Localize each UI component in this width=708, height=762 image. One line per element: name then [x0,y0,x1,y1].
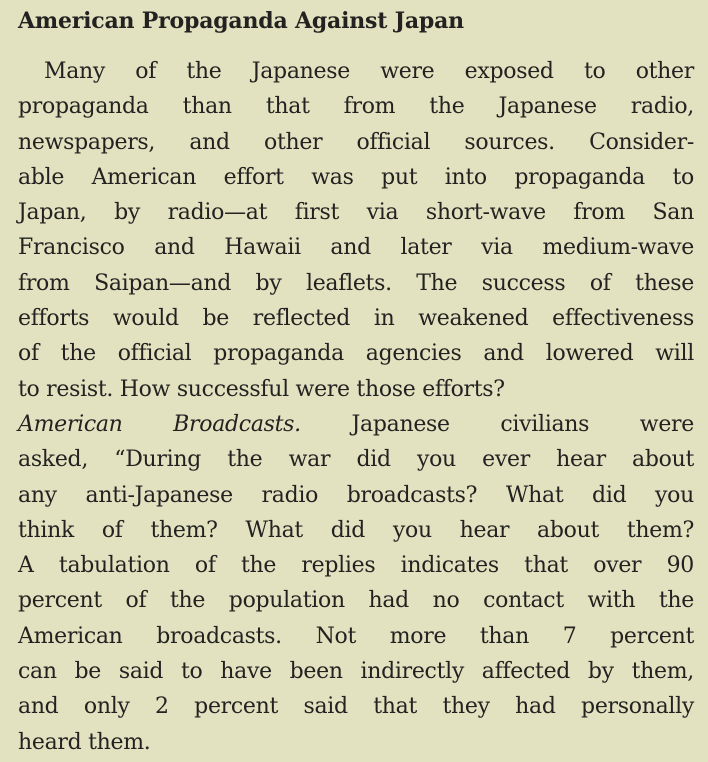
paragraph-2-line-7: American broadcasts. Not more than 7 percent [18,623,694,649]
paragraph-2-line-2: asked, “During the war did you ever hear about [18,447,694,473]
paragraph-2-line-6: percent of the population had no contact with the [18,588,694,614]
paragraph-1-line-2: propaganda than that from the Japanese radio, [18,94,694,120]
paragraph-2-line-1-text: Japanese civilians were [351,411,694,437]
paragraph-2-line-10: heard them. [18,729,151,755]
paragraph-2-line-3: any anti-Japanese radio broadcasts? What did you [18,482,694,508]
paragraph-1-line-4: able American effort was put into propaganda to [18,164,694,190]
paragraph-1-line-9: of the official propaganda agencies and lowered will [18,341,694,367]
paragraph-1-line-5: Japan, by radio—at first via short-wave from San [18,200,694,226]
paragraph-2-line-4: think of them? What did you hear about them? [18,517,694,543]
paragraph-1-line-7: from Saipan—and by leaflets. The success of these [18,270,694,296]
paragraph-2-line-1 [18,407,694,442]
paragraph-1-line-3: newspapers, and other official sources. Consider- [18,129,694,155]
paragraph-2-line-5: A tabulation of the replies indicates that over 90 [18,553,694,579]
paragraph-1-line-6: Francisco and Hawaii and later via medium-wave [18,235,694,261]
paragraph-1-line-1: Many of the Japanese were exposed to other [44,59,694,84]
run-in-heading: American Broadcasts. [18,411,301,437]
paragraph-1-line-8: efforts would be reflected in weakened effectiveness [18,306,694,332]
paragraph-2-line-9: and only 2 percent said that they had personally [18,694,694,720]
section-heading: American Propaganda Against Japan [18,8,464,34]
paragraph-1-line-10: to resist. How successful were those efforts? [18,376,505,402]
body-text [18,54,694,760]
paragraph-2-line-8: can be said to have been indirectly affected by them, [18,659,694,685]
